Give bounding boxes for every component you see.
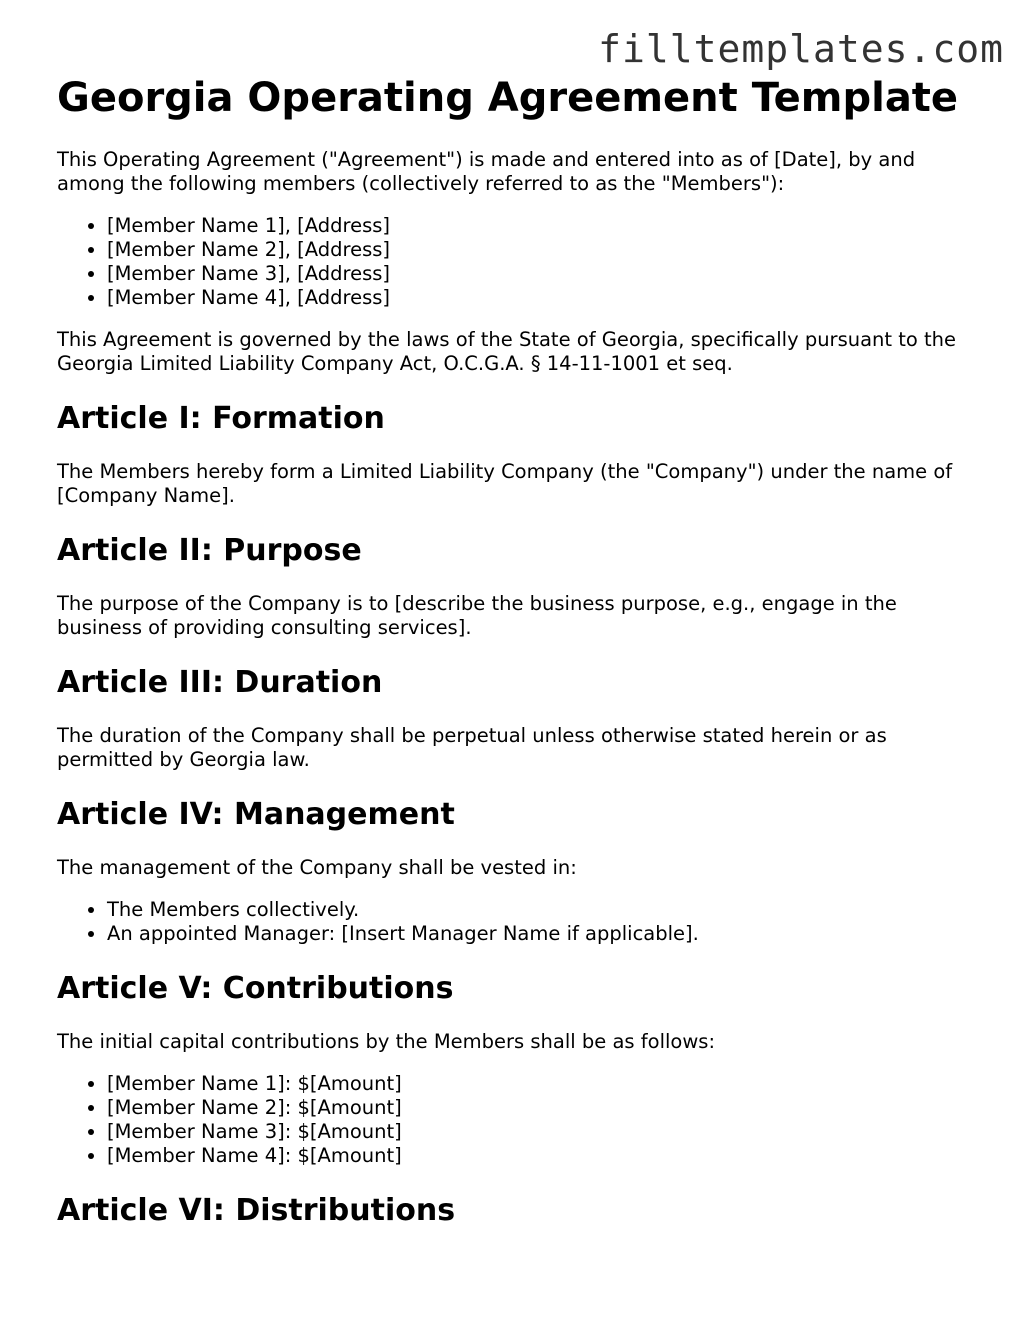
article-heading-formation: Article I: Formation xyxy=(57,401,385,436)
article-heading-management: Article IV: Management xyxy=(57,797,455,832)
list-item: • [Member Name 4]: $[Amount] xyxy=(107,1144,987,1168)
contributions-list xyxy=(57,1072,987,1168)
governing-law-paragraph: This Agreement is governed by the laws of the State of Georgia, specifically pursuant to the Georgia Limited Liability Company Act, O.C.G.A. § 14-11-1001 et seq. xyxy=(57,328,957,375)
list-item: • [Member Name 1], [Address] xyxy=(107,214,987,238)
watermark: filltemplates.com xyxy=(598,27,1004,71)
article-text-contributions: The initial capital contributions by the Members shall be as follows: xyxy=(57,1030,716,1053)
document-title: Georgia Operating Agreement Template xyxy=(57,75,959,121)
article-text-purpose: The purpose of the Company is to [describe the business purpose, e.g., engage in the business of providing consulting services]. xyxy=(57,592,897,639)
article-heading-contributions: Article V: Contributions xyxy=(57,971,454,1006)
list-item: • [Member Name 1]: $[Amount] xyxy=(107,1072,987,1096)
list-item: • The Members collectively. xyxy=(107,898,987,922)
list-item: • [Member Name 2], [Address] xyxy=(107,238,987,262)
article-heading-distributions: Article VI: Distributions xyxy=(57,1193,456,1228)
list-item: • [Member Name 2]: $[Amount] xyxy=(107,1096,987,1120)
list-item: • An appointed Manager: [Insert Manager Name if applicable]. xyxy=(107,922,987,946)
article-heading-duration: Article III: Duration xyxy=(57,665,383,700)
members-list xyxy=(57,214,987,310)
article-text-duration: The duration of the Company shall be perpetual unless otherwise stated herein or as permitted by Georgia law. xyxy=(57,724,887,771)
list-item: • [Member Name 3]: $[Amount] xyxy=(107,1120,987,1144)
list-item: • [Member Name 4], [Address] xyxy=(107,286,987,310)
management-list xyxy=(57,898,987,946)
article-heading-purpose: Article II: Purpose xyxy=(57,533,362,568)
list-item: • [Member Name 3], [Address] xyxy=(107,262,987,286)
intro-paragraph: This Operating Agreement ("Agreement") is made and entered into as of [Date], by and among the following members (collectively referred to as the "Members"): xyxy=(57,148,916,195)
document-body xyxy=(57,72,987,1252)
article-text-management: The management of the Company shall be vested in: xyxy=(57,856,577,879)
article-text-formation: The Members hereby form a Limited Liability Company (the "Company") under the name of [Company Name]. xyxy=(57,460,953,507)
